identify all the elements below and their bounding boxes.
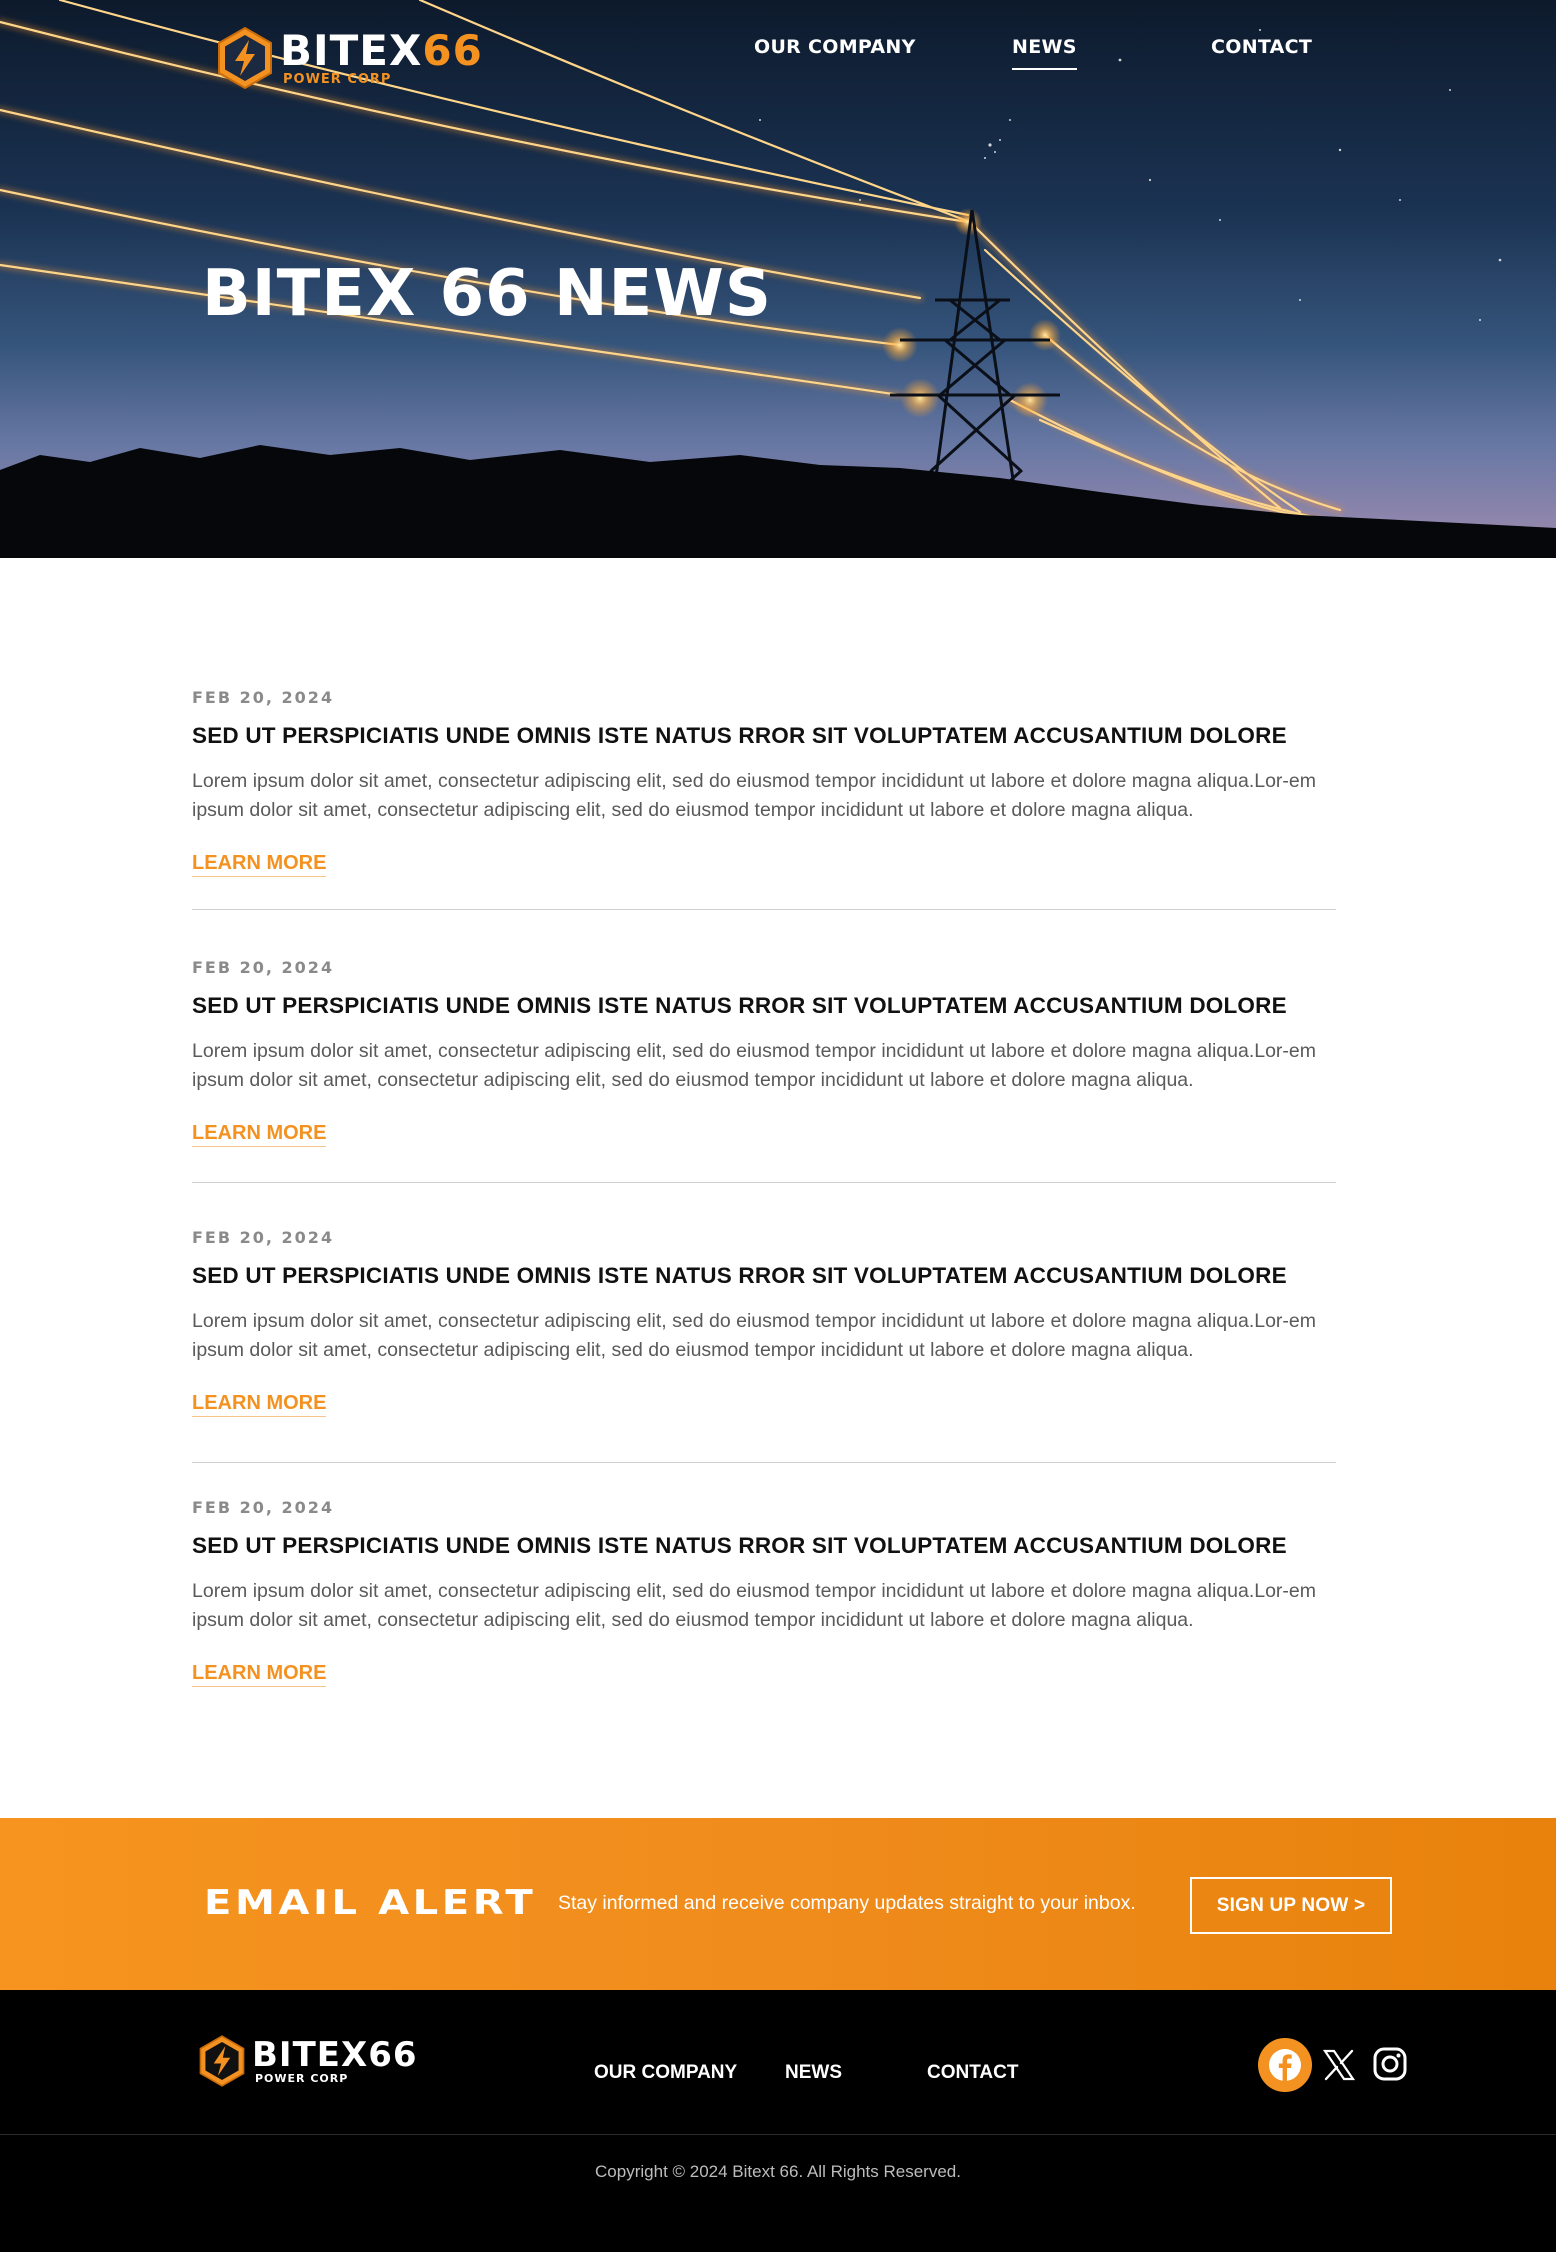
lightning-hexagon-icon [198,2034,246,2088]
article-date: FEB 20, 2024 [192,1498,335,1517]
article-title[interactable]: SED UT PERSPICIATIS UNDE OMNIS ISTE NATUS RROR SIT VOLUPTATEM ACCUSANTIUM DOLORE [192,1533,1287,1558]
email-alert-banner [0,1818,1556,1990]
learn-more-link[interactable]: LEARN MORE [192,1121,326,1147]
page-title: BITEX 66 NEWS [202,257,772,331]
brand-name: BITEX [252,2035,369,2075]
site-footer [0,1990,1556,2252]
article-divider [192,1462,1336,1463]
footer-divider [0,2134,1556,2135]
footer-logo[interactable] [198,2034,418,2088]
brand-tagline: POWER CORP [255,2072,349,2085]
article-divider [192,1182,1336,1183]
nav-our-company[interactable]: OUR COMPANY [754,36,916,58]
email-alert-description: Stay informed and receive company updates straight to your inbox. [558,1892,1136,1914]
news-article [192,960,1336,1147]
footer-nav-news[interactable]: NEWS [785,2062,842,2083]
article-date: FEB 20, 2024 [192,1228,335,1247]
footer-nav-contact[interactable]: CONTACT [927,2062,1019,2083]
hero-banner [0,0,1556,558]
learn-more-link[interactable]: LEARN MORE [192,851,326,877]
article-date: FEB 20, 2024 [192,688,335,707]
instagram-icon[interactable] [1372,2046,1408,2087]
brand-number: 66 [422,26,483,75]
nav-contact[interactable]: CONTACT [1211,36,1313,58]
article-excerpt: Lorem ipsum dolor sit amet, consectetur adipiscing elit, sed do eiusmod tempor incididunt ut labore et dolore magna aliqua.Lor-em ipsum dolor sit amet, consectetur adipiscing elit, sed do eiusmod tempor incididunt ut labore et dolore magna aliqua. [192,1310,1317,1361]
article-date: FEB 20, 2024 [192,958,335,977]
article-excerpt: Lorem ipsum dolor sit amet, consectetur adipiscing elit, sed do eiusmod tempor incididunt ut labore et dolore magna aliqua.Lor-em ipsum dolor sit amet, consectetur adipiscing elit, sed do eiusmod tempor incididunt ut labore et dolore magna aliqua. [192,1580,1317,1631]
email-alert-heading: EMAIL ALERT [204,1883,537,1923]
nav-news[interactable]: NEWS [1012,36,1077,58]
article-title[interactable]: SED UT PERSPICIATIS UNDE OMNIS ISTE NATUS RROR SIT VOLUPTATEM ACCUSANTIUM DOLORE [192,723,1287,748]
news-article [192,690,1336,877]
article-excerpt: Lorem ipsum dolor sit amet, consectetur adipiscing elit, sed do eiusmod tempor incididunt ut labore et dolore magna aliqua.Lor-em ipsum dolor sit amet, consectetur adipiscing elit, sed do eiusmod tempor incididunt ut labore et dolore magna aliqua. [192,1040,1317,1091]
sign-up-button[interactable]: SIGN UP NOW > [1190,1877,1392,1934]
footer-nav-our-company[interactable]: OUR COMPANY [594,2062,738,2083]
facebook-icon[interactable] [1258,2038,1312,2097]
article-divider [192,909,1336,910]
brand-name: BITEX [280,26,423,75]
x-icon[interactable] [1322,2048,1356,2087]
main-nav [0,36,1556,76]
copyright-text: Copyright © 2024 Bitext 66. All Rights Reserved. [595,2162,961,2181]
learn-more-link[interactable]: LEARN MORE [192,1391,326,1417]
news-article [192,1230,1336,1417]
article-title[interactable]: SED UT PERSPICIATIS UNDE OMNIS ISTE NATUS RROR SIT VOLUPTATEM ACCUSANTIUM DOLORE [192,993,1287,1018]
brand-number: 66 [368,2035,418,2075]
article-title[interactable]: SED UT PERSPICIATIS UNDE OMNIS ISTE NATUS RROR SIT VOLUPTATEM ACCUSANTIUM DOLORE [192,1263,1287,1288]
learn-more-link[interactable]: LEARN MORE [192,1661,326,1687]
article-excerpt: Lorem ipsum dolor sit amet, consectetur adipiscing elit, sed do eiusmod tempor incididunt ut labore et dolore magna aliqua.Lor-em ipsum dolor sit amet, consectetur adipiscing elit, sed do eiusmod tempor incididunt ut labore et dolore magna aliqua. [192,770,1317,821]
brand-tagline: POWER CORP [283,72,392,87]
news-article [192,1500,1336,1687]
